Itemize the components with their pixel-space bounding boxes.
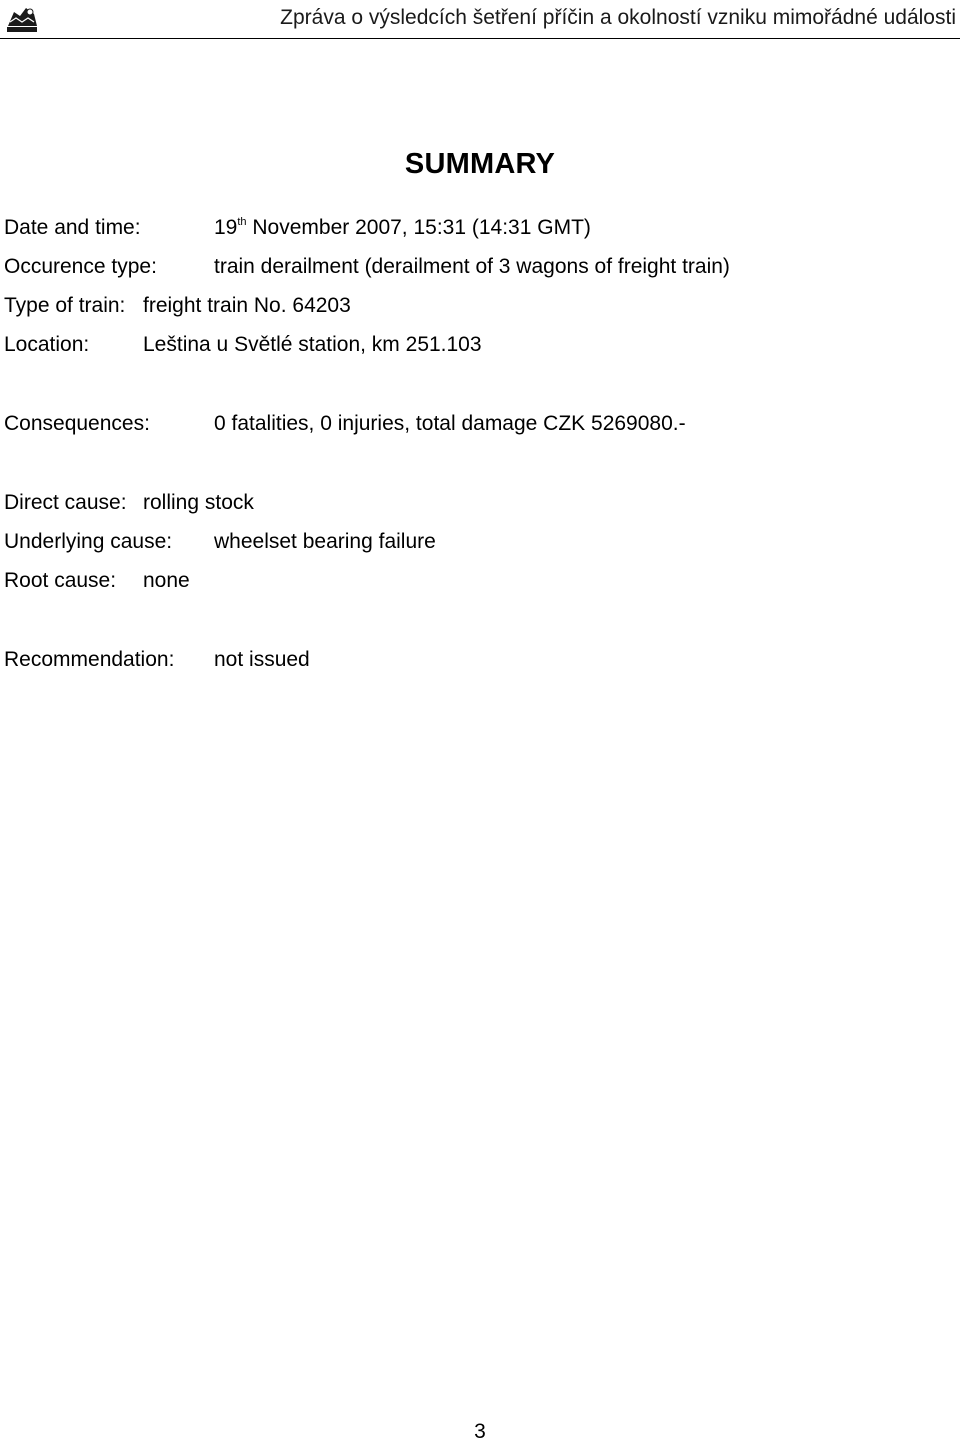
report-header-title: Zpráva o výsledcích šetření příčin a okolností vzniku mimořádné události: [280, 6, 956, 29]
occurrence-type-value: train derailment (derailment of 3 wagons of freight train): [214, 255, 730, 278]
page-header: [0, 0, 960, 38]
date-day-suffix: th: [237, 216, 247, 228]
root-cause-label: Root cause:: [4, 569, 117, 592]
consequences-value: 0 fatalities, 0 injuries, total damage CZK 5269080.-: [214, 412, 686, 435]
direct-cause-label: Direct cause:: [4, 491, 127, 514]
recommendation-value: not issued: [214, 648, 310, 671]
location-value: Leština u Světlé station, km 251.103: [143, 333, 482, 356]
root-cause-value: none: [143, 569, 190, 592]
train-type-value: freight train No. 64203: [143, 294, 351, 317]
recommendation-label: Recommendation:: [4, 648, 175, 671]
header-divider: [0, 38, 960, 39]
logo-graphic: [4, 4, 40, 34]
underlying-cause-label: Underlying cause:: [4, 530, 173, 553]
date-day: 19: [214, 216, 238, 239]
consequences-label: Consequences:: [4, 412, 150, 435]
train-type-label: Type of train:: [4, 294, 126, 317]
direct-cause-value: rolling stock: [143, 491, 254, 514]
occurrence-type-label: Occurence type:: [4, 255, 157, 278]
date-rest: November 2007, 15:31 (14:31 GMT): [246, 216, 591, 239]
drazni-inspekce-logo-icon: [4, 4, 40, 34]
date-time-value: [214, 215, 591, 241]
underlying-cause-value: wheelset bearing failure: [214, 530, 436, 553]
page-number: 3: [474, 1420, 486, 1443]
summary-heading: SUMMARY: [404, 148, 556, 180]
date-time-label: Date and time:: [4, 216, 141, 239]
location-label: Location:: [4, 333, 90, 356]
